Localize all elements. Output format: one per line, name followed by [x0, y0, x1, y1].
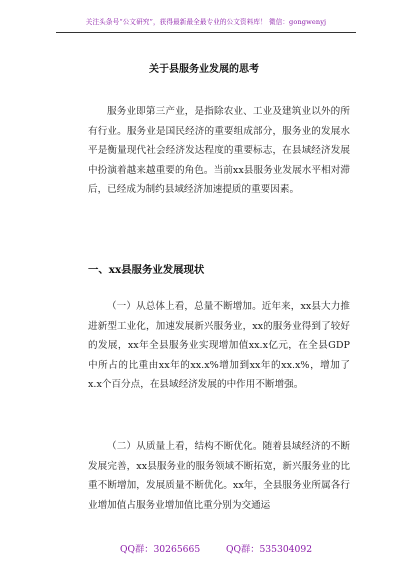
footer-qq-left: QQ群：30265665	[120, 544, 201, 555]
header-divider	[56, 32, 356, 33]
document-title: 关于县服务业发展的思考	[149, 64, 259, 75]
header-banner: 关注头条号“公文研究”，获得最新最全最专业的公文资料库！ 微信：gongwenyj	[85, 18, 327, 26]
intro-paragraph: 服务业即第三产业，是指除农业、工业及建筑业以外的所有行业。服务业是国民经济的重要组成部分，服务业的发展水平是衡量现代社会经济发达程度的重要标志，在县域经济发展中扮演着越来越重要的角色。当前xx县服务业发展水平相对滞后，已经成为制约县域经济加速提质的重要因素。	[88, 106, 350, 195]
footer-qq-right: QQ群：535304092	[226, 544, 313, 555]
section-heading: 一、xx县服务业发展现状	[88, 264, 205, 276]
quality-paragraph: （二）从质量上看，结构不断优化。随着县域经济的不断发展完善，xx县服务业的服务领域不断拓宽，新兴服务业的比重不断增加，发展质量不断优化。xx年，全县服务业所属各行业增加值占服务业增加值比重分别为交通运	[88, 441, 350, 511]
overall-paragraph: （一）从总体上看，总量不断增加。近年来，xx县大力推进新型工业化，加速发展新兴服务业，xx的服务业得到了较好的发展，xx年全县服务业实现增加值xx.x亿元，在全县GDP中所占的比重由xx年的xx.x%增加到xx年的xx.x%，增加了x.x个百分点，在县域经济发展的中作用不断增强。	[88, 301, 350, 390]
